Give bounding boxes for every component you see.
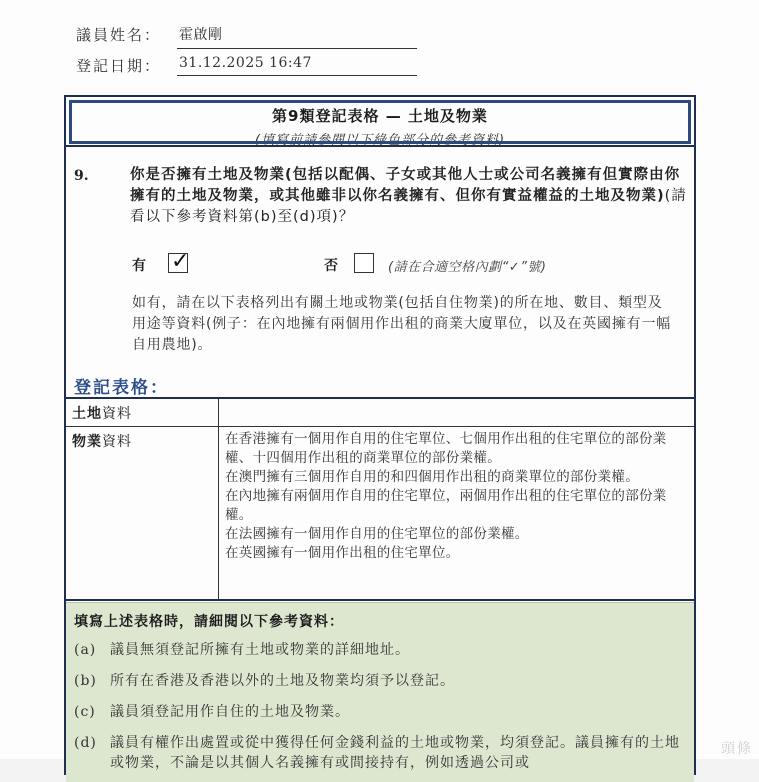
- note-item: [74, 702, 686, 722]
- note-id: (c): [74, 704, 96, 720]
- property-line: 在香港擁有一個用作自用的住宅單位、七個用作出租的住宅單位的部份業權、十四個用作出租的商業單位的部份業權。: [225, 431, 667, 466]
- checkmark-icon: ✓: [171, 249, 190, 274]
- form-subtitle: (填寫前請參閱以下綠色部分的參考資料): [254, 133, 506, 148]
- question-bold: 你是否擁有土地及物業(包括以配偶、子女或其他人士或公司名義擁有但實際由你擁有的土地及物業，或其他雖非以你名義擁有、但你有實益權益的土地及物業): [130, 167, 681, 204]
- note-id: (a): [74, 642, 97, 658]
- answer-note: (請在合適空格內劃“✓”號): [388, 260, 547, 275]
- property-label-bold: 物業: [72, 434, 102, 450]
- note-text: 所有在香港及香港以外的土地及物業均須予以登記。: [110, 673, 455, 689]
- property-row: [66, 427, 694, 601]
- registration-date-field: [76, 55, 312, 76]
- property-label: [66, 427, 219, 599]
- property-label-rest: 資料: [102, 434, 132, 450]
- no-label: 否: [324, 258, 338, 274]
- note-text: 議員有權作出處置或從中獲得任何金錢利益的土地或物業，均須登記。議員擁有的土地或物業，不論是以其個人名義擁有或間接持有，例如透過公司或: [110, 735, 680, 771]
- property-value: [219, 427, 694, 599]
- note-id: (b): [74, 673, 97, 689]
- note-item: [74, 640, 686, 660]
- property-line: 在法國擁有一個用作自用的住宅單位的部份業權。: [225, 526, 529, 542]
- notes-title: 填寫上述表格時，請細閱以下參考資料：: [74, 614, 344, 630]
- answer-row: [132, 249, 652, 277]
- land-value: [219, 399, 694, 426]
- yes-label: 有: [132, 258, 146, 274]
- note-item: [74, 733, 686, 771]
- member-name-label: 議員姓名：: [76, 26, 162, 44]
- property-line: 在澳門擁有三個用作自用的和四個用作出租的商業單位的部份業權。: [225, 469, 639, 485]
- register-table: [66, 397, 694, 601]
- yes-checkbox[interactable]: [168, 249, 190, 274]
- property-line: 在內地擁有兩個用作自用的住宅單位，兩個用作出租的住宅單位的部份業權。: [225, 488, 667, 523]
- land-label-rest: 資料: [102, 406, 132, 422]
- question-tail: (請看以下參考資料第(b)至(d)項)？: [130, 188, 687, 225]
- form-title: 第9類登記表格 — 土地及物業: [272, 107, 488, 125]
- register-title: 登記表格：: [74, 378, 169, 398]
- registration-date-value: 31.12.2025 16:47: [177, 55, 417, 76]
- land-label: [66, 399, 219, 426]
- member-name-field: [76, 24, 223, 45]
- property-line: 在英國擁有一個用作出租的住宅單位。: [225, 545, 460, 561]
- member-name-value: 霍啟剛: [177, 24, 417, 49]
- question-number: 9.: [74, 168, 89, 184]
- question-text: [130, 165, 690, 228]
- no-checkbox[interactable]: [354, 253, 374, 273]
- land-row: [66, 399, 694, 427]
- form-header: [66, 97, 694, 147]
- note-text: 議員無須登記所擁有土地或物業的詳細地址。: [110, 642, 410, 658]
- instruction-text: 如有，請在以下表格列出有關土地或物業(包括自住物業)的所在地、數目、類型及用途等資料(例子：在內地擁有兩個用作出租的商業大廈單位，以及在英國擁有一幅自用農地)。: [132, 295, 672, 353]
- note-item: [74, 671, 686, 691]
- watermark: 頭條: [721, 741, 753, 757]
- category-9-form: [64, 95, 696, 775]
- note-id: (d): [74, 735, 97, 751]
- registration-date-label: 登記日期：: [76, 57, 162, 75]
- note-text: 議員須登記用作自住的土地及物業。: [110, 704, 350, 720]
- reference-notes: [66, 602, 694, 782]
- land-label-bold: 土地: [72, 406, 102, 422]
